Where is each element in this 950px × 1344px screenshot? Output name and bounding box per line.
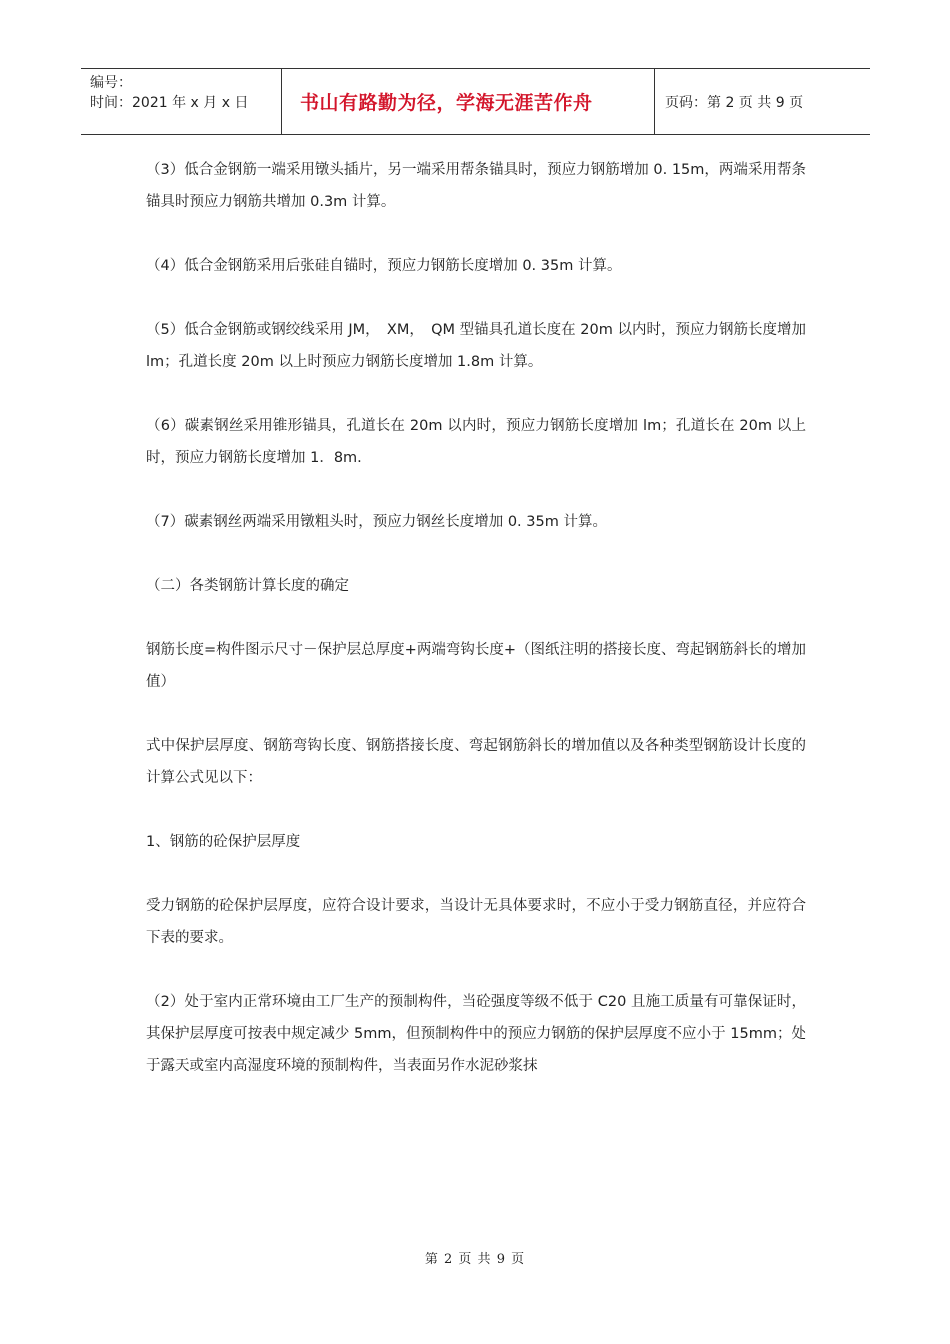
time-label: 时间：2021 年 x 月 x 日 [90,95,249,111]
paragraph: 式中保护层厚度、钢筋弯钩长度、钢筋搭接长度、弯起钢筋斜长的增加值以及各种类型钢筋设计长度的计算公式见以下： [146,738,806,786]
page-header [81,68,870,135]
header-page-cell [655,69,870,134]
paragraph: 钢筋长度=构件图示尺寸－保护层总厚度+两端弯钩长度+（图纸注明的搭接长度、弯起钢筋斜长的增加值） [146,642,806,690]
paragraph: 受力钢筋的砼保护层厚度，应符合设计要求，当设计无具体要求时，不应小于受力钢筋直径，并应符合下表的要求。 [146,898,806,946]
paragraph: （2）处于室内正常环境由工厂生产的预制构件，当砼强度等级不低于 C20 且施工质量有可靠保证时，其保护层厚度可按表中规定减少 5mm，但预制构件中的预应力钢筋的保护层厚度不应小于 15mm；处于露天或室内高湿度环境的预制构件，当表面另作水泥砂浆抹 [146,994,806,1074]
document-body [146,154,806,1114]
paragraph: （4）低合金钢筋采用后张硅自锚时，预应力钢筋长度增加 0. 35m 计算。 [146,258,622,274]
page-footer: 第 2 页 共 9 页 [424,1252,526,1267]
paragraph: （5）低合金钢筋或钢绞线采用 JM， XM， QM 型锚具孔道长度在 20m 以内时，预应力钢筋长度增加 lm；孔道长度 20m 以上时预应力钢筋长度增加 1.8m 计算。 [146,322,806,370]
header-meta [81,69,282,134]
paragraph: （6）碳素钢丝采用锥形锚具，孔道长在 20m 以内时，预应力钢筋长度增加 lm；孔道长在 20m 以上时，预应力钢筋长度增加 1．8m. [146,418,806,466]
section-heading: 1、钢筋的砼保护层厚度 [146,834,301,850]
motto-text: 书山有路勤为径，学海无涯苦作舟 [300,92,593,114]
page-info: 页码：第 2 页 共 9 页 [665,94,804,111]
paragraph: （7）碳素钢丝两端采用镦粗头时，预应力钢丝长度增加 0. 35m 计算。 [146,514,607,530]
number-label: 编号： [90,75,132,91]
section-heading: （二）各类钢筋计算长度的确定 [146,578,349,594]
header-motto-cell [282,69,655,134]
paragraph: （3）低合金钢筋一端采用镦头插片，另一端采用帮条锚具时，预应力钢筋增加 0. 15m，两端采用帮条锚具时预应力钢筋共增加 0.3m 计算。 [146,162,806,210]
